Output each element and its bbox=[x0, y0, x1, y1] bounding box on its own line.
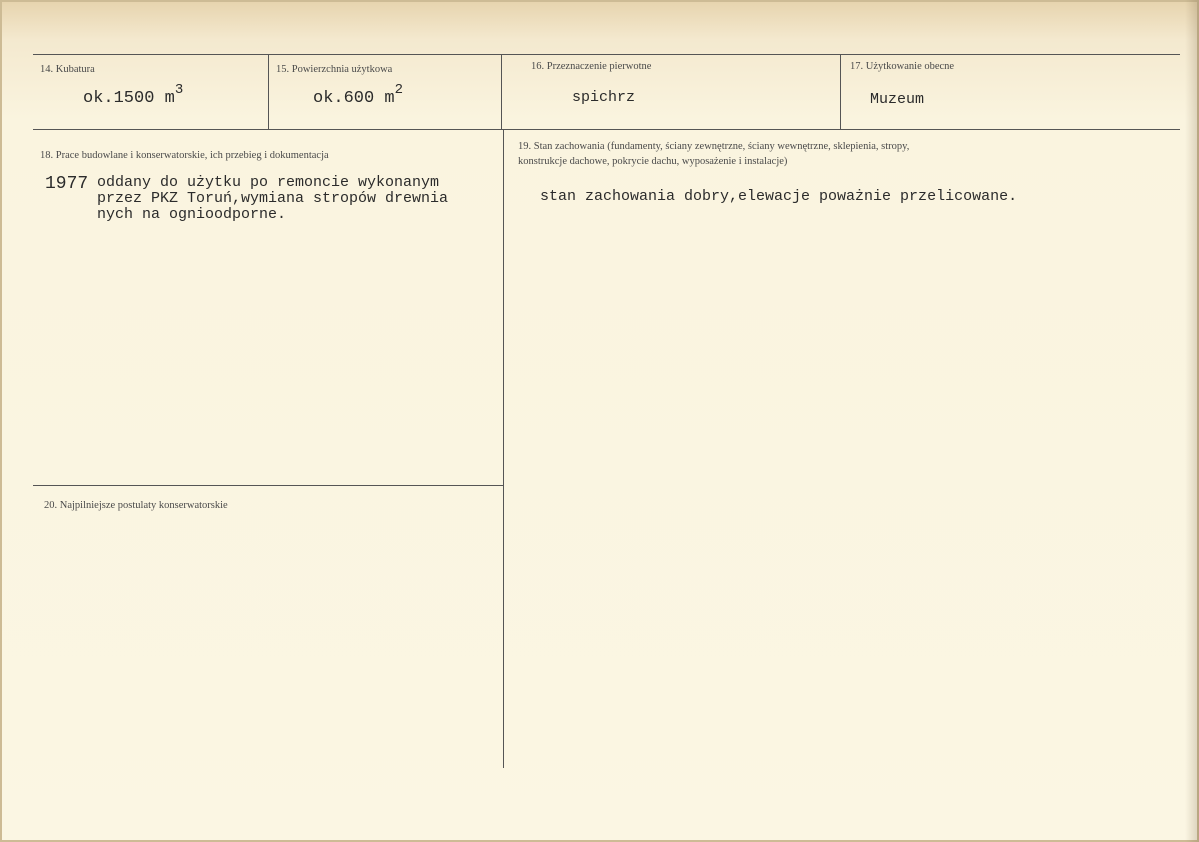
przeznaczenie-value: spichrz bbox=[572, 89, 636, 106]
postulaty-label: 20. Najpilniejsze postulaty konserwatorskie bbox=[44, 500, 228, 511]
prace-line: oddany do użytku po remoncie wykonanym bbox=[97, 174, 440, 191]
kubatura-value bbox=[83, 82, 184, 108]
prace-line: nych na ognioodporne. bbox=[97, 206, 287, 223]
divider-14-15 bbox=[268, 55, 269, 129]
uzytkowanie-value: Muzeum bbox=[870, 91, 925, 108]
powierzchnia-value bbox=[313, 82, 404, 108]
kubatura-value-text: ok.1500 m bbox=[83, 89, 175, 108]
prace-label: 18. Prace budowlane i konserwatorskie, ich przebieg i dokumentacja bbox=[40, 150, 329, 161]
top-row-bottom-border bbox=[33, 129, 1180, 130]
stan-value: stan zachowania dobry,elewacje poważnie przelicowane. bbox=[540, 188, 1018, 205]
divider-16-17 bbox=[840, 55, 841, 129]
powierzchnia-label: 15. Powierzchnia użytkowa bbox=[276, 64, 393, 75]
stan-label-line1: 19. Stan zachowania (fundamenty, ściany zewnętrzne, ściany wewnętrzne, sklepienia, stropy, bbox=[518, 141, 910, 152]
kubatura-unit-superscript: 3 bbox=[174, 82, 184, 98]
divider-15-16 bbox=[501, 55, 502, 129]
kubatura-label: 14. Kubatura bbox=[40, 64, 95, 75]
uzytkowanie-label: 17. Użytkowanie obecne bbox=[850, 61, 955, 72]
przeznaczenie-label: 16. Przeznaczenie pierwotne bbox=[531, 61, 652, 72]
powierzchnia-unit-superscript: 2 bbox=[394, 82, 404, 98]
prace-line: przez PKZ Toruń,wymiana stropów drewnia bbox=[97, 190, 449, 207]
prace-year: 1977 bbox=[45, 174, 89, 194]
powierzchnia-value-text: ok.600 m bbox=[313, 89, 395, 108]
stan-label-line2: konstrukcje dachowe, pokrycie dachu, wyposażenie i instalacje) bbox=[518, 156, 788, 167]
top-row-top-border bbox=[33, 54, 1180, 55]
prace-notes bbox=[97, 175, 448, 223]
section-18-bottom-border bbox=[33, 485, 503, 486]
divider-main-columns bbox=[503, 130, 504, 768]
